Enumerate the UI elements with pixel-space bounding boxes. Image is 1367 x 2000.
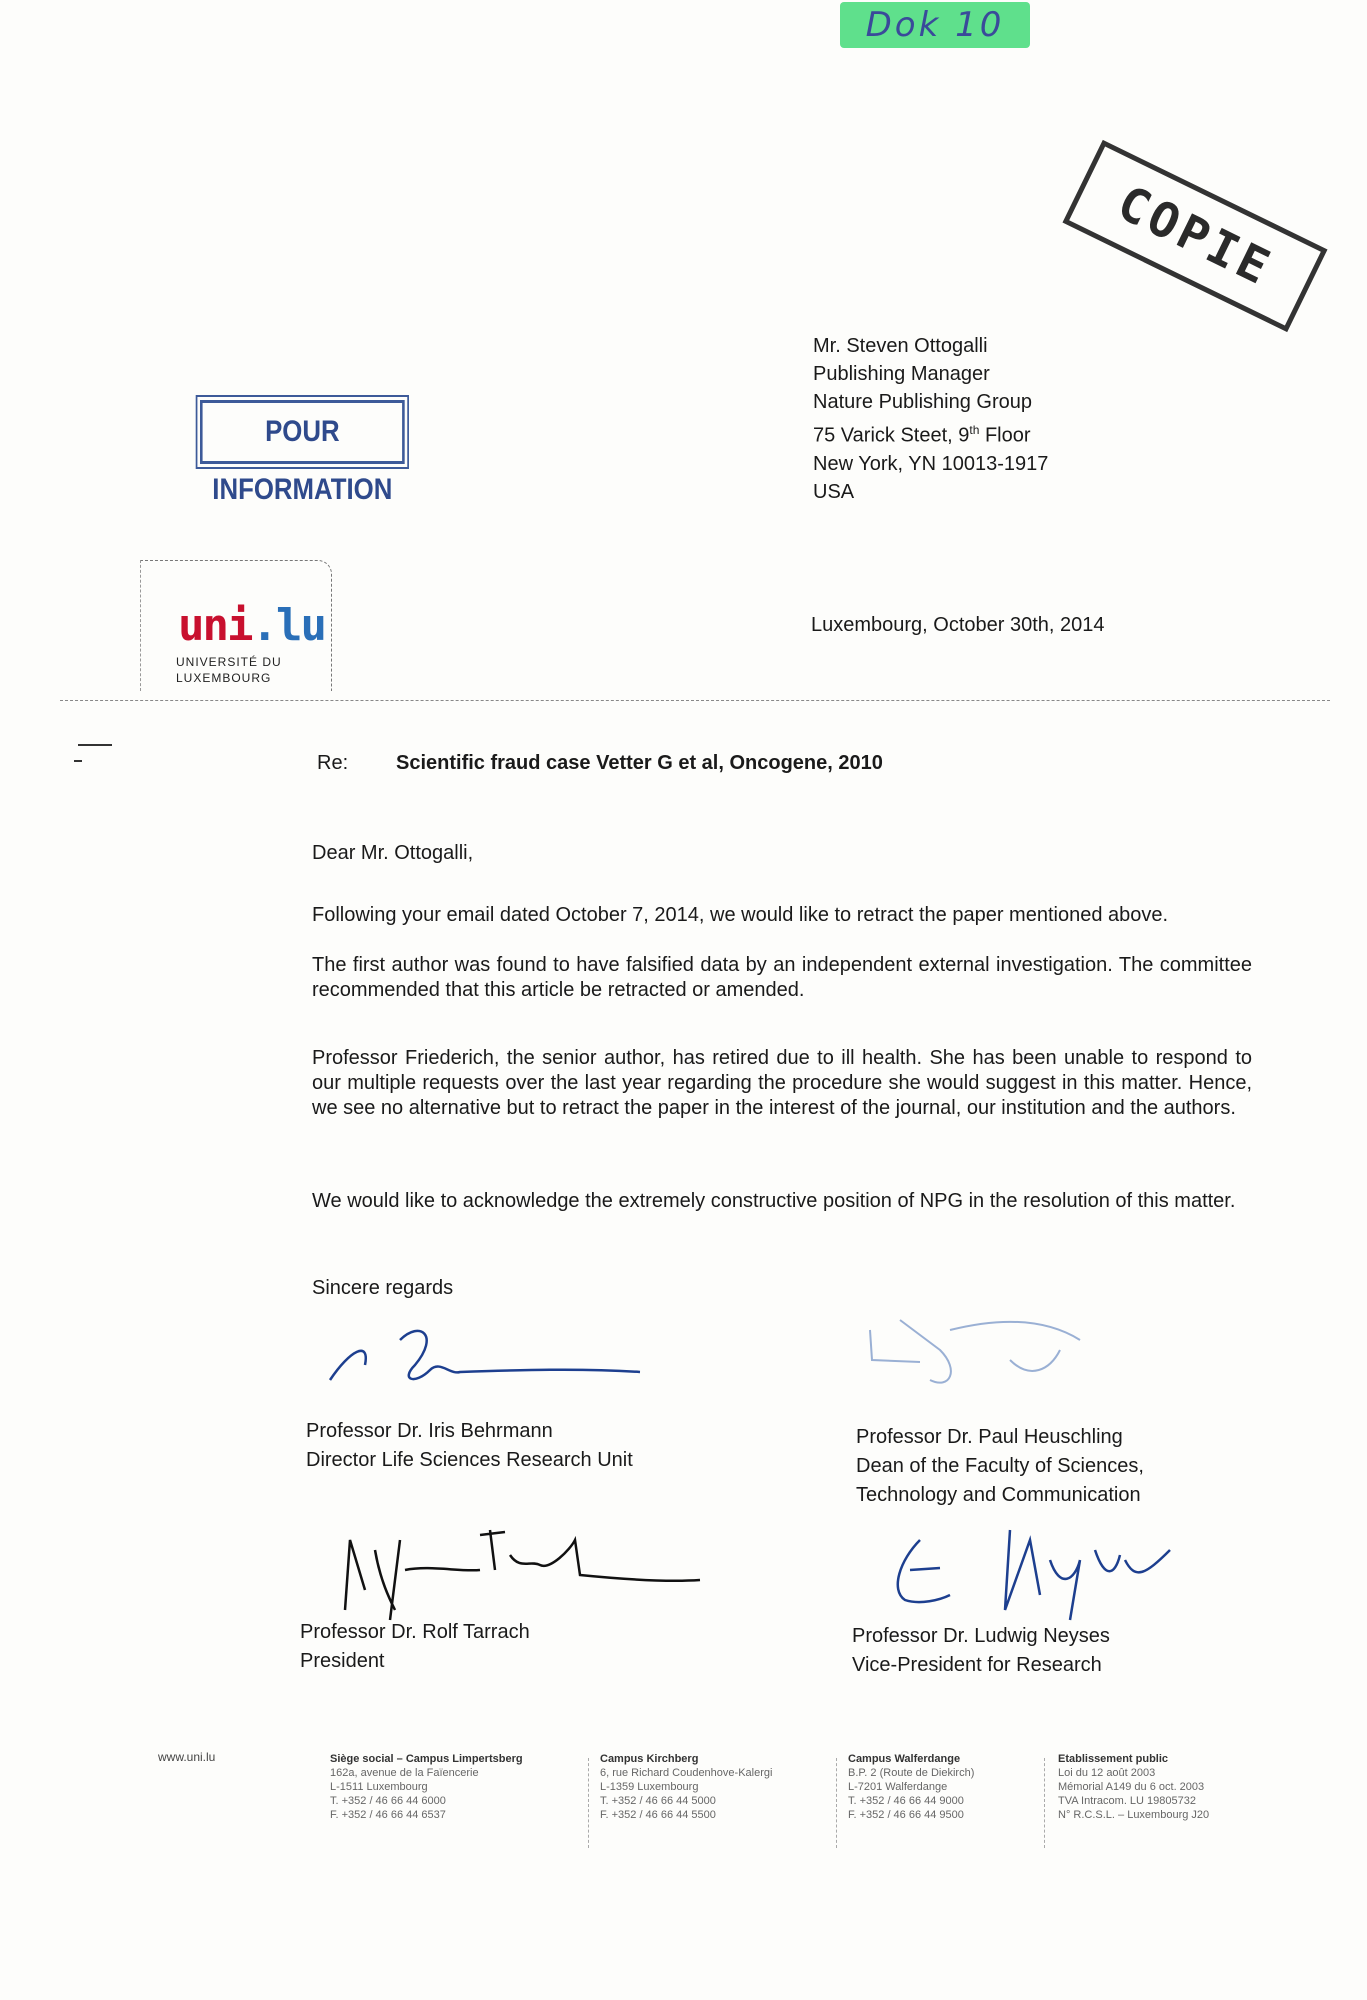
letter-date: Luxembourg, October 30th, 2014 [811,614,1105,636]
handwritten-note: Dok 10 [840,2,1030,48]
signatory-neyses: Professor Dr. Ludwig Neyses Vice-President for Research [852,1625,1110,1676]
recipient-street: 75 Varick Steet, 9th Floor [813,423,1031,447]
footer-divider [1044,1758,1045,1848]
closing: Sincere regards [312,1277,454,1299]
body-paragraph: Professor Friederich, the senior author, has retired due to ill health. She has been unable to respond to our multiple requests over the last year regarding the procedure she would suggest in this matter. Hence, we see no alternative but to retract the paper in the interest of the journal, our institution and the authors. [312,1047,1252,1119]
signatory-heuschling: Professor Dr. Paul Heuschling Dean of the Faculty of Sciences, Technology and Communication [856,1426,1144,1506]
footer-establishment: Etablissement public Loi du 12 août 2003 Mémorial A149 du 6 oct. 2003 TVA Intracom. LU 19805732 N° R.C.S.L. – Luxembourg J20 [1058,1753,1210,1821]
signature-behrmann [320,1310,660,1420]
university-logo: uni.lu [178,600,325,651]
body-paragraph: We would like to acknowledge the extremely constructive position of NPG in the resolution of this matter. [312,1190,1236,1212]
copie-stamp: COPIE [1062,140,1327,332]
re-label: Re: [317,752,349,774]
header-divider [60,700,1330,701]
salutation: Dear Mr. Ottogalli, [312,842,474,864]
footer-campus-limpertsberg: Siège social – Campus Limpertsberg 162a, avenue de la Faïencerie L-1511 Luxembourg T. +352 / 46 66 44 6000 F. +352 / 46 66 44 6537 [330,1753,523,1821]
footer-divider [588,1758,589,1848]
signature-heuschling [860,1300,1120,1420]
recipient-title: Publishing Manager [813,363,990,385]
signature-tarrach [330,1510,710,1630]
footer-divider [836,1758,837,1848]
signatory-tarrach: Professor Dr. Rolf Tarrach President [300,1621,530,1672]
footer-website: www.uni.lu [158,1750,216,1764]
signatory-behrmann: Professor Dr. Iris Behrmann Director Life Sciences Research Unit [306,1420,633,1471]
re-subject: Scientific fraud case Vetter G et al, Oncogene, 2010 [396,752,883,774]
recipient-address [813,332,1048,506]
university-name: UNIVERSITÉ DU LUXEMBOURG [176,655,282,685]
margin-mark [78,744,112,746]
footer-campus-kirchberg: Campus Kirchberg 6, rue Richard Coudenhove-Kalergi L-1359 Luxembourg T. +352 / 46 66 44 5000 F. +352 / 46 66 44 5500 [600,1753,773,1821]
recipient-organization: Nature Publishing Group [813,391,1033,413]
footer-campus-walferdange: Campus Walferdange B.P. 2 (Route de Diekirch) L-7201 Walferdange T. +352 / 46 66 44 9000 F. +352 / 46 66 44 9500 [848,1753,975,1821]
body-paragraph: Following your email dated October 7, 2014, we would like to retract the paper mentioned above. [312,904,1169,926]
pour-information-stamp: POUR INFORMATION [200,400,405,464]
margin-mark [74,760,82,762]
recipient-name: Mr. Steven Ottogalli [813,335,988,357]
body-paragraph: The first author was found to have falsified data by an independent external investigation. The committee recommended that this article be retracted or amended. [312,954,1252,1001]
recipient-country: USA [813,480,855,503]
recipient-city: New York, YN 10013-1917 [813,452,1049,475]
